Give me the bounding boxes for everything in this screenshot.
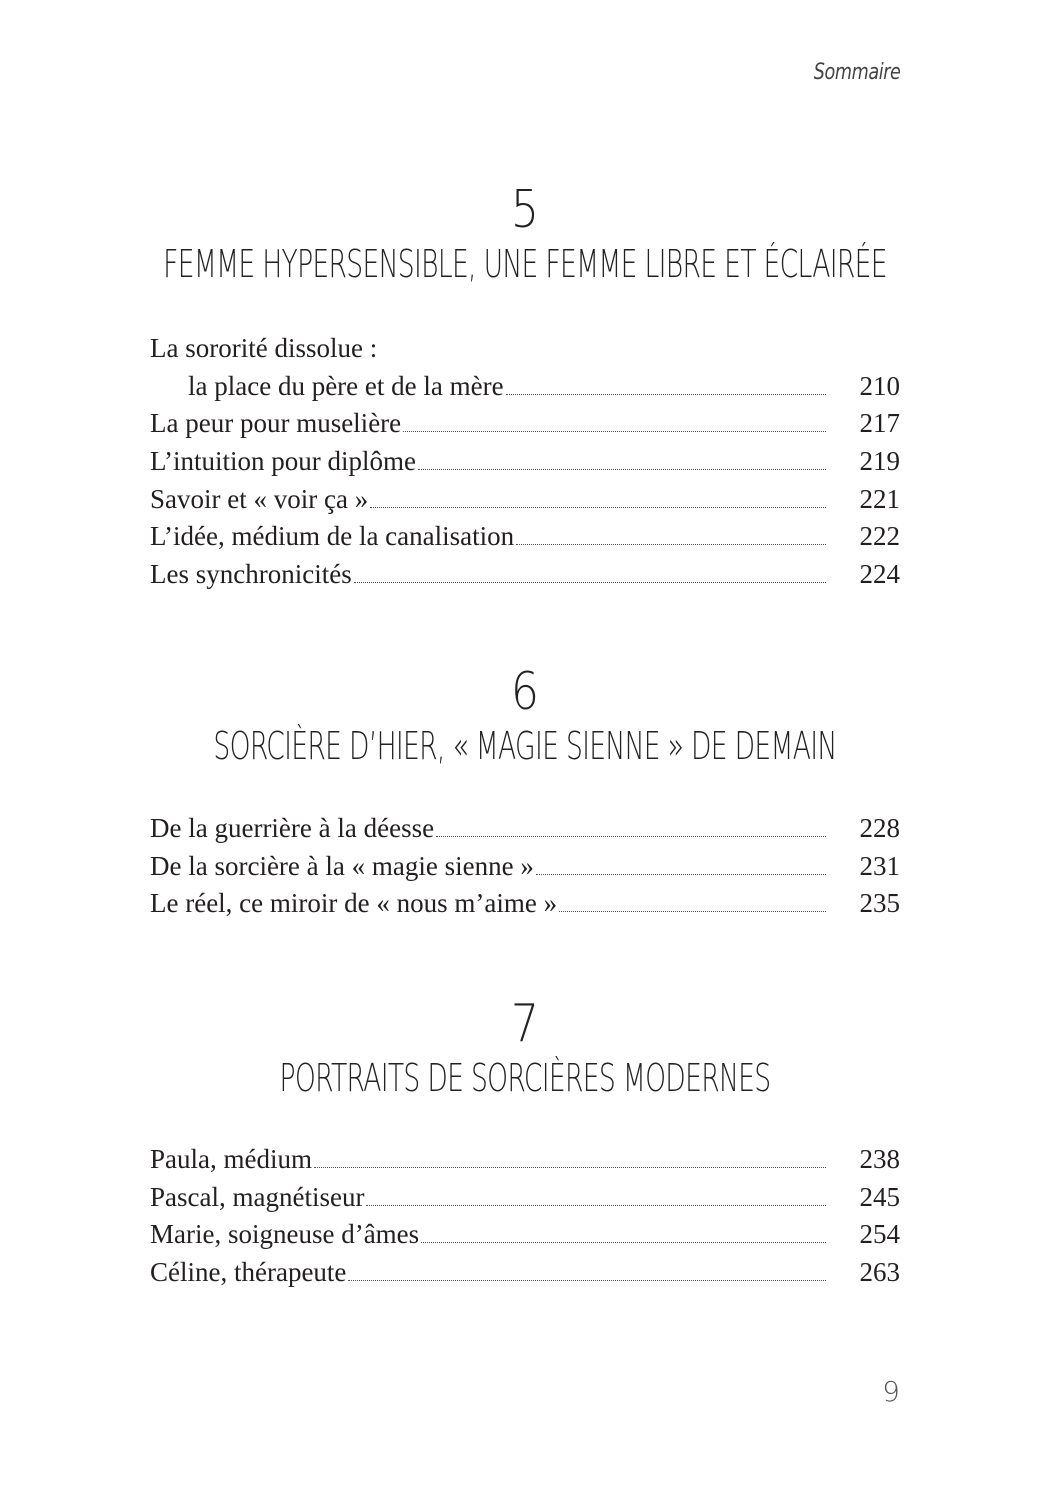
chapter-title: FEMME HYPERSENSIBLE, UNE FEMME LIBRE ET ÉCLAIRÉE xyxy=(163,242,887,286)
toc-entry-label: Savoir et « voir ça » xyxy=(150,483,369,514)
toc-entry-label: la place du père et de la mère xyxy=(188,370,504,401)
toc-entry[interactable] xyxy=(150,1141,900,1179)
dot-leader xyxy=(536,874,826,875)
dot-leader xyxy=(516,544,826,545)
chapter-number: 6 xyxy=(510,662,540,722)
dot-leader xyxy=(506,394,826,395)
toc-entry-page: 235 xyxy=(859,888,900,919)
chapter-number: 5 xyxy=(510,180,540,240)
toc-entry[interactable] xyxy=(150,1179,900,1217)
toc-entry[interactable] xyxy=(150,330,900,368)
toc-entry-page: 245 xyxy=(859,1181,900,1212)
toc-entry[interactable] xyxy=(150,848,900,886)
toc-entry-label: Marie, soigneuse d’âmes xyxy=(150,1219,420,1250)
toc-entry-page: 238 xyxy=(859,1144,900,1174)
toc-entry[interactable] xyxy=(150,885,900,923)
toc-entry-label: Les synchronicités xyxy=(150,559,352,590)
toc-section xyxy=(150,330,900,594)
toc-entry[interactable] xyxy=(150,556,900,594)
page-number: 9 xyxy=(882,1375,900,1408)
dot-leader xyxy=(436,836,826,837)
toc-entry-label: L’intuition pour diplôme xyxy=(150,446,416,477)
chapter-heading xyxy=(0,662,1050,770)
toc-entry-label: De la sorcière à la « magie sienne » xyxy=(150,850,534,881)
toc-entry-label: Le réel, ce miroir de « nous m’aime » xyxy=(150,888,558,919)
dot-leader xyxy=(348,1280,826,1281)
dot-leader xyxy=(354,582,826,583)
dot-leader xyxy=(403,431,826,432)
dot-leader xyxy=(421,1242,826,1243)
toc-entry-label: Céline, thérapeute xyxy=(150,1257,347,1288)
chapter-heading xyxy=(0,994,1050,1102)
toc-entry[interactable] xyxy=(150,405,900,443)
dot-leader xyxy=(418,469,826,470)
toc-entry-label: L’idée, médium de la canalisation xyxy=(150,521,515,552)
chapter-title: PORTRAITS DE SORCIÈRES MODERNES xyxy=(279,1056,771,1100)
toc-entry-label: Pascal, magnétiseur xyxy=(150,1181,365,1212)
chapter-title: SORCIÈRE D’HIER, « MAGIE SIENNE » DE DEMAIN xyxy=(213,724,837,768)
chapter-heading xyxy=(0,180,1050,288)
toc-entry-page: 221 xyxy=(859,483,900,514)
chapter-number: 7 xyxy=(510,994,540,1054)
toc-entry[interactable] xyxy=(150,1254,900,1292)
dot-leader xyxy=(314,1167,826,1168)
toc-entry-page: 263 xyxy=(859,1257,900,1288)
toc-entry-label: La peur pour muselière xyxy=(150,408,402,439)
toc-entry-page: 222 xyxy=(859,521,900,552)
dot-leader xyxy=(559,911,826,912)
toc-entry-label: Paula, médium xyxy=(150,1144,312,1174)
toc-entry-page: 231 xyxy=(859,850,900,881)
toc-entry[interactable] xyxy=(150,481,900,519)
dot-leader xyxy=(370,507,826,508)
toc-entry[interactable] xyxy=(150,518,900,556)
toc-entry[interactable] xyxy=(150,368,900,406)
toc-entry-label: La sororité dissolue : xyxy=(150,333,378,363)
toc-entry-label: De la guerrière à la déesse xyxy=(150,813,435,843)
toc-entry-page: 228 xyxy=(859,813,900,843)
toc-entry[interactable] xyxy=(150,1216,900,1254)
toc-section xyxy=(150,810,900,923)
toc-entry-page: 217 xyxy=(859,408,900,439)
toc-entry-page: 210 xyxy=(859,370,900,401)
toc-entry-page: 219 xyxy=(859,446,900,477)
toc-section xyxy=(150,1141,900,1292)
toc-entry[interactable] xyxy=(150,443,900,481)
toc-entry-page: 254 xyxy=(859,1219,900,1250)
toc-entry[interactable] xyxy=(150,810,900,848)
toc-entry-page: 224 xyxy=(859,559,900,590)
running-head: Sommaire xyxy=(813,60,900,85)
dot-leader xyxy=(366,1205,826,1206)
